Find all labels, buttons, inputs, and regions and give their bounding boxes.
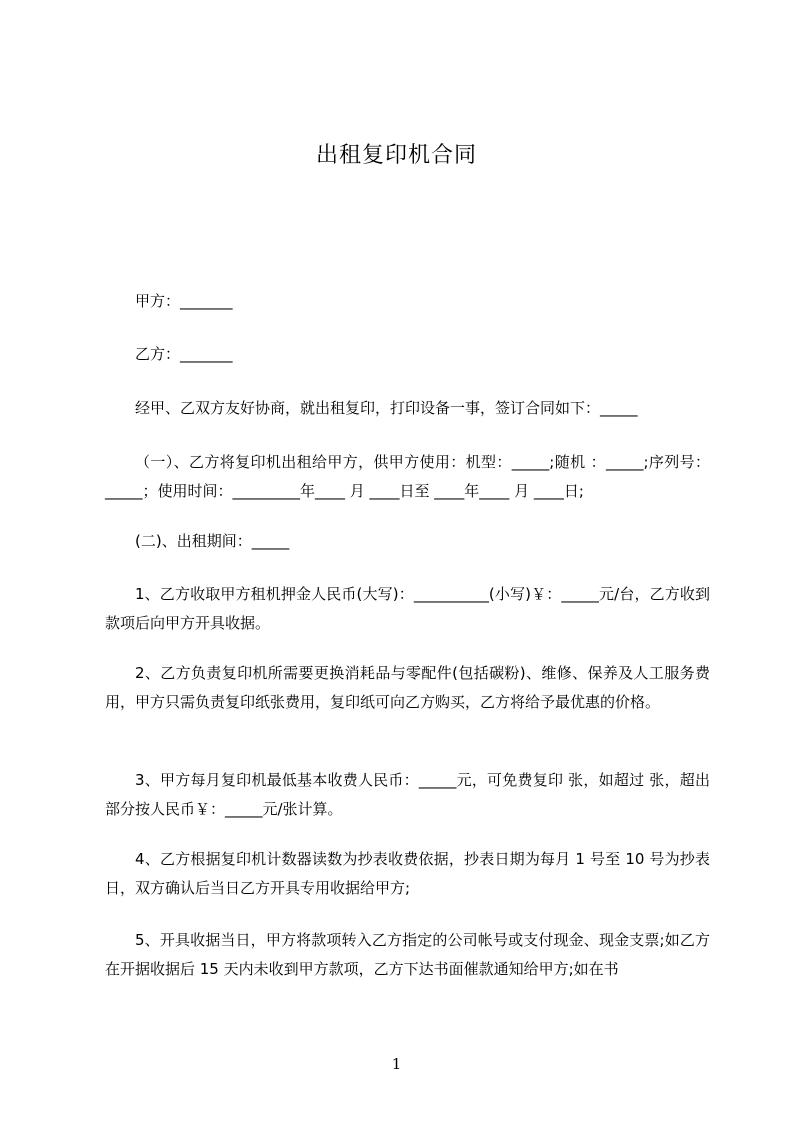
item-one: 1、乙方收取甲方租机押金人民币(大写)：__________(小写)￥：_____元/台，乙方收到款项后向甲方开具收据。 [105, 585, 710, 632]
item-five: 5、开具收据当日，甲方将款项转入乙方指定的公司帐号或支付现金、现金支票;如乙方在开据收据后 15 天内未收到甲方款项，乙方下达书面催款通知给甲方;如在书 [105, 931, 710, 978]
clause-two: (二)、出租期间：_____ [135, 532, 290, 550]
item-three: 3、甲方每月复印机最低基本收费人民币：_____元，可免费复印 张，如超过 张，超出部分按人民币￥：_____元/张计算。 [105, 771, 710, 818]
item-two: 2、乙方负责复印机所需要更换消耗品与零配件(包括碳粉)、维修、保养及人工服务费用，甲方只需负责复印纸张费用，复印纸可向乙方购买，乙方将给予最优惠的价格。 [105, 664, 710, 711]
contract-title: 出租复印机合同 [315, 143, 477, 168]
party-a-line: 甲方：_______ [135, 292, 233, 310]
contract-intro: 经甲、乙双方友好协商，就出租复印，打印设备一事，签订合同如下：_____ [135, 399, 638, 417]
page-number: 1 [391, 1055, 402, 1073]
party-b-line: 乙方：_______ [135, 345, 233, 363]
item-four: 4、乙方根据复印机计数器读数为抄表收费依据，抄表日期为每月 1 号至 10 号为抄表日，双方确认后当日乙方开具专用收据给甲方; [105, 850, 710, 897]
clause-one: （一）、乙方将复印机出租给甲方，供甲方使用：机型：_____;随机 ：_____;序列号：_____；使用时间：_________年____ 月 ____日至 ____年____ 月 ____日; [105, 453, 710, 500]
